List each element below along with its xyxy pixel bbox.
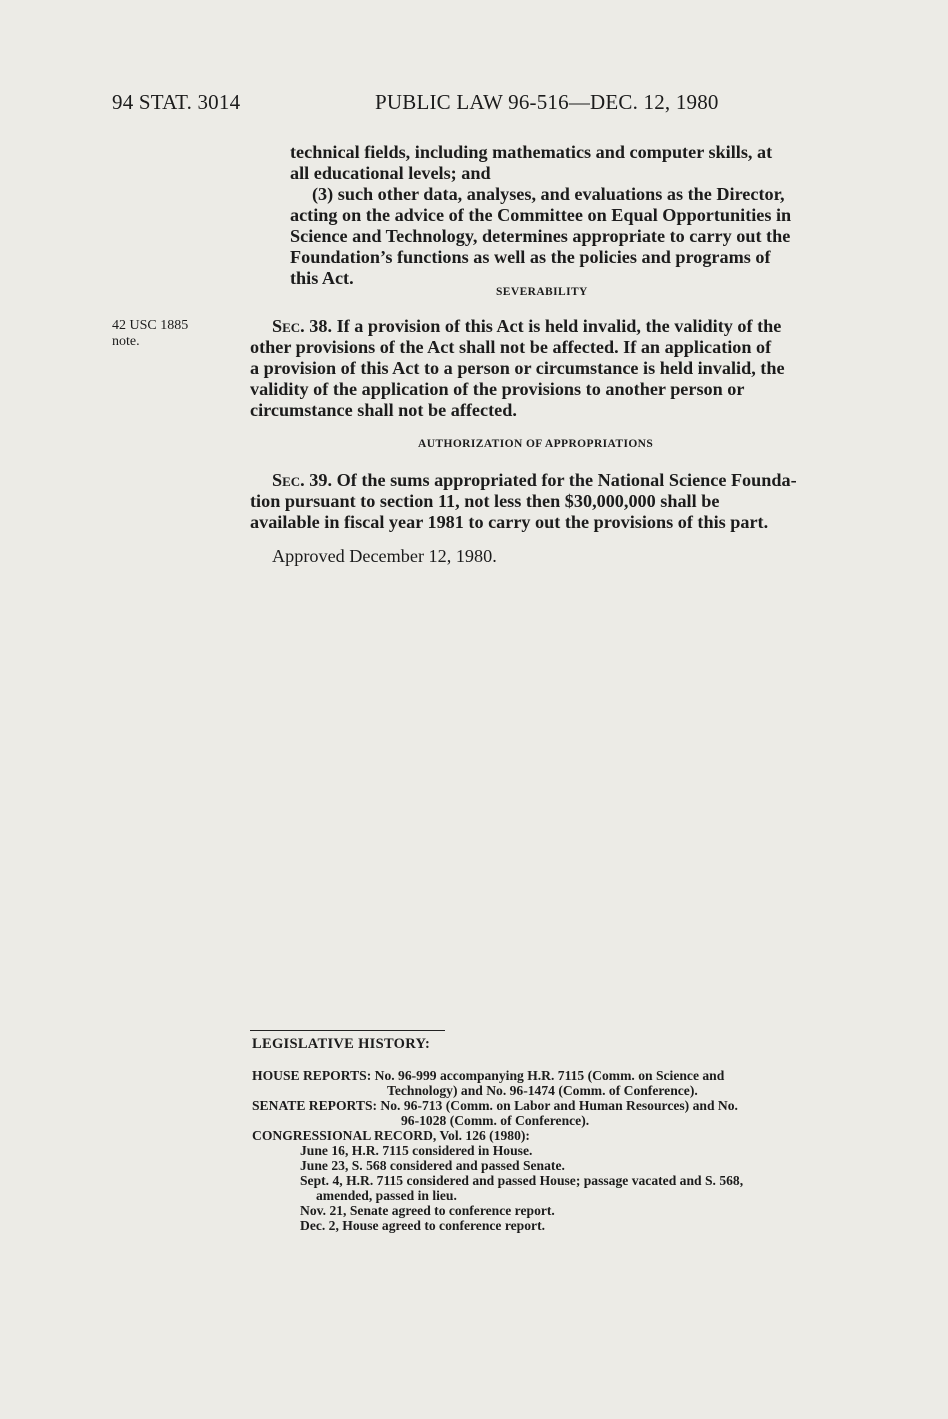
- section-39-paragraph: [250, 470, 880, 533]
- appropriations-heading: AUTHORIZATION OF APPROPRIATIONS: [418, 438, 654, 450]
- record-entry: Dec. 2, House agreed to conference report.: [300, 1218, 545, 1233]
- section-39-line: available in fiscal year 1981 to carry out the provisions of this part.: [250, 512, 769, 532]
- legislative-history-title: LEGISLATIVE HISTORY:: [252, 1036, 431, 1052]
- legislative-history-body: [252, 1068, 880, 1233]
- item-3-line: acting on the advice of the Committee on Equal Opportunities in: [290, 205, 792, 225]
- continuation-line: technical fields, including mathematics and computer skills, at: [290, 142, 773, 162]
- record-entry: Nov. 21, Senate agreed to conference report.: [300, 1203, 555, 1218]
- approval-date: Approved December 12, 1980.: [272, 546, 497, 566]
- record-entry: June 16, H.R. 7115 considered in House.: [300, 1143, 533, 1158]
- item-3-line: (3) such other data, analyses, and evaluations as the Director,: [312, 184, 785, 204]
- section-38-line: other provisions of the Act shall not be affected. If an application of: [250, 337, 772, 357]
- item-3-line: Foundation’s functions as well as the policies and programs of: [290, 247, 771, 267]
- severability-heading: SEVERABILITY: [496, 286, 588, 298]
- section-38-paragraph: [250, 316, 880, 421]
- record-entry: Sept. 4, H.R. 7115 considered and passed House; passage vacated and S. 568,: [300, 1173, 744, 1188]
- item-3-line: this Act.: [290, 268, 354, 288]
- running-header: [112, 90, 882, 120]
- section-39-line: [250, 470, 880, 491]
- continuation-paragraph: [290, 142, 880, 184]
- congressional-record: CONGRESSIONAL RECORD, Vol. 126 (1980):: [252, 1128, 530, 1143]
- section-38-line: circumstance shall not be affected.: [250, 400, 517, 420]
- senate-reports-continued: 96-1028 (Comm. of Conference).: [401, 1113, 590, 1128]
- section-38-text: 38. If a provision of this Act is held invalid, the validity of the: [304, 316, 782, 336]
- margin-citation-line: note.: [112, 334, 140, 349]
- legislative-history-rule: [250, 1030, 445, 1031]
- section-38-line: a provision of this Act to a person or circumstance is held invalid, the: [250, 358, 785, 378]
- senate-reports: SENATE REPORTS: No. 96-713 (Comm. on Labor and Human Resources) and No.: [252, 1098, 738, 1113]
- margin-citation-line: 42 USC 1885: [112, 318, 189, 333]
- section-39-text: 39. Of the sums appropriated for the National Science Founda-: [304, 470, 797, 490]
- section-label: Sec.: [272, 316, 305, 336]
- item-3-line: Science and Technology, determines appropriate to carry out the: [290, 226, 791, 246]
- section-label: Sec.: [272, 470, 305, 490]
- house-reports: HOUSE REPORTS: No. 96-999 accompanying H.R. 7115 (Comm. on Science and: [252, 1068, 725, 1083]
- record-entry: June 23, S. 568 considered and passed Senate.: [300, 1158, 565, 1173]
- house-reports-continued: Technology) and No. 96-1474 (Comm. of Conference).: [387, 1083, 698, 1098]
- item-3-paragraph: [290, 184, 880, 289]
- section-38-line: validity of the application of the provisions to another person or: [250, 379, 745, 399]
- statute-page-reference: 94 STAT. 3014: [112, 90, 241, 114]
- margin-citation: [112, 318, 188, 350]
- section-38-line: [250, 316, 880, 337]
- continuation-line: all educational levels; and: [290, 163, 491, 183]
- record-entry-continued: amended, passed in lieu.: [316, 1188, 457, 1203]
- section-39-line: tion pursuant to section 11, not less then $30,000,000 shall be: [250, 491, 720, 511]
- public-law-title: PUBLIC LAW 96-516—DEC. 12, 1980: [375, 90, 719, 114]
